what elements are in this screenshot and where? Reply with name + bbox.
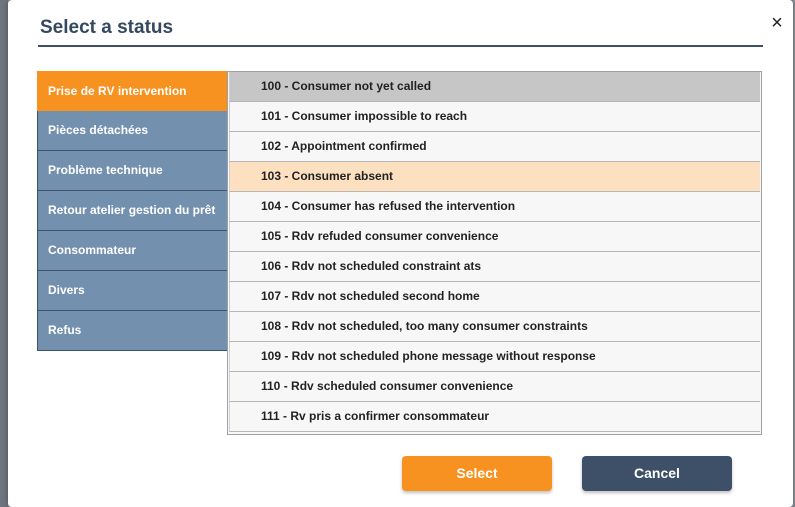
dialog-title: Select a status (40, 17, 174, 38)
background-page (0, 0, 8, 507)
category-item-pieces-detachees[interactable]: Pièces détachées (37, 111, 227, 151)
status-item-101[interactable]: 101 - Consumer impossible to reach (229, 102, 760, 132)
status-item-108[interactable]: 108 - Rdv not scheduled, too many consumer constraints (229, 312, 760, 342)
category-item-divers[interactable]: Divers (37, 271, 227, 311)
status-item-102[interactable]: 102 - Appointment confirmed (229, 132, 760, 162)
cancel-button[interactable]: Cancel (582, 456, 732, 491)
title-divider (38, 45, 763, 47)
category-item-probleme-technique[interactable]: Problème technique (37, 151, 227, 191)
status-item-109[interactable]: 109 - Rdv not scheduled phone message without response (229, 342, 760, 372)
status-item-105[interactable]: 105 - Rdv refuded consumer convenience (229, 222, 760, 252)
category-list (37, 71, 227, 351)
category-item-refus[interactable]: Refus (37, 311, 227, 351)
select-button[interactable]: Select (402, 456, 552, 491)
status-item-111[interactable]: 111 - Rv pris a confirmer consommateur (229, 402, 760, 432)
status-item-106[interactable]: 106 - Rdv not scheduled constraint ats (229, 252, 760, 282)
close-icon[interactable]: × (771, 12, 783, 34)
status-item-107[interactable]: 107 - Rdv not scheduled second home (229, 282, 760, 312)
status-item-100[interactable]: 100 - Consumer not yet called (229, 72, 760, 102)
status-item-110[interactable]: 110 - Rdv scheduled consumer convenience (229, 372, 760, 402)
select-status-dialog (8, 0, 793, 507)
category-item-retour-atelier[interactable]: Retour atelier gestion du prêt (37, 191, 227, 231)
status-item-103[interactable]: 103 - Consumer absent (229, 162, 760, 192)
status-list (227, 71, 762, 435)
category-item-prise-de-rv[interactable]: Prise de RV intervention (37, 71, 227, 111)
status-item-104[interactable]: 104 - Consumer has refused the intervention (229, 192, 760, 222)
category-item-consommateur[interactable]: Consommateur (37, 231, 227, 271)
